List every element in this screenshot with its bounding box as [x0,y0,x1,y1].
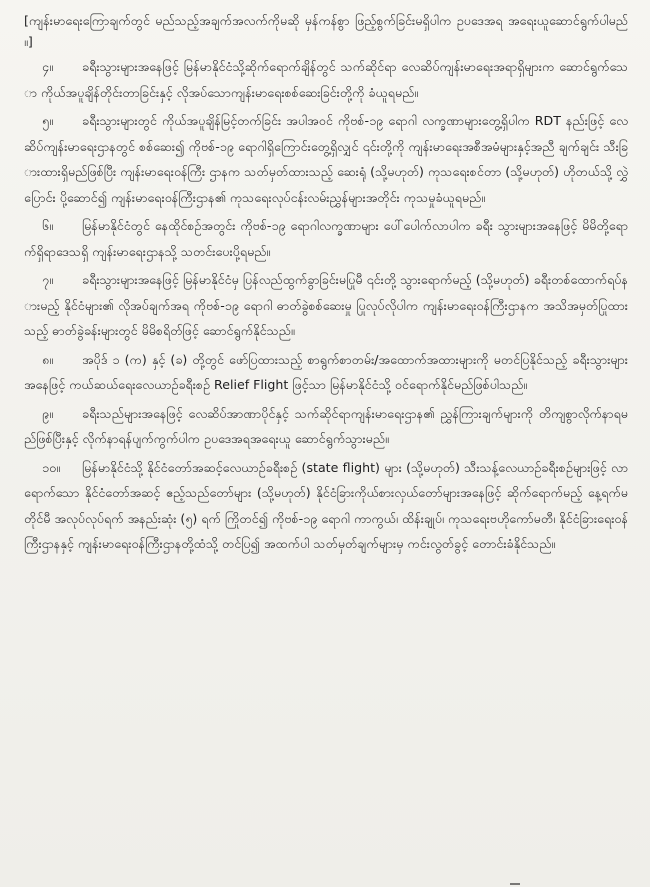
paragraph-number: ၉။ [42,405,53,421]
paragraph-text: အပိုဒ် ၁ (က) နှင့် (ခ) တို့တွင် ဖော်ပြထားသည့် စာရွက်စာတမ်း/အထောက်အထားများကို မတင်ပြနိုင်သည့် ခရီးသွားများအနေဖြင့် ကယ်ဆယ်ရေးလေယာဉ်ခရီးစဉ် Relief Flight ဖြင့်သာ မြန်မာနိုင်ငံသို့ ဝင်ရောက်နိုင်မည်ဖြစ်ပါသည်။ [24,351,628,392]
paragraph-6 [24,213,628,264]
paragraph-5 [24,108,628,210]
paragraph-text: ခရီးသွားများအနေဖြင့် မြန်မာနိုင်ငံမှ ပြန်လည်ထွက်ခွာခြင်းမပြုမီ ၎င်းတို့ သွားရောက်မည့် (သို့မဟုတ်) ခရီးတစ်ထောက်ရပ်နားမည့် နိုင်ငံများ၏ လိုအပ်ချက်အရ ကိုဗစ်-၁၉ ရောဂါ ဓာတ်ခွဲစစ်ဆေးမှု ပြုလုပ်လိုပါက ကျန်းမာရေးဝန်ကြီးဌာနက အသိအမှတ်ပြုထားသည့် ဓာတ်ခွဲခန်းများတွင် မိမိစရိတ်ဖြင့် ဆောင်ရွက်နိုင်သည်။ [24,272,628,338]
paragraph-text: ခရီးသွားများအနေဖြင့် မြန်မာနိုင်ငံသို့ဆိုက်ရောက်ချိန်တွင် သက်ဆိုင်ရာ လေဆိပ်ကျန်းမာရေးအရာရှိများက ဆောင်ရွက်သော ကိုယ်အပူချိန်တိုင်းတာခြင်းနှင့် လိုအပ်သောကျန်းမာရေးစစ်ဆေးခြင်းတို့ကို ခံယူရမည်။ [24,59,628,100]
paragraph-text: ခရီးသည်များအနေဖြင့် လေဆိပ်အာဏာပိုင်နှင့် သက်ဆိုင်ရာကျန်းမာရေးဌာန၏ ညွှန်ကြားချက်များကို တိကျစွာလိုက်နာရမည်ဖြစ်ပြီးနှင့် လိုက်နာရန်ပျက်ကွက်ပါက ဥပဒေအရအရေးယူ ဆောင်ရွက်သွားမည်။ [24,405,628,446]
paragraph-text: ခရီးသွားများတွင် ကိုယ်အပူချိန်မြင့်တက်ခြင်း အပါအဝင် ကိုဗစ်-၁၉ ရောဂါ လက္ခဏာများတွေ့ရှိပါက RDT နည်းဖြင့် လေဆိပ်ကျန်းမာရေးဌာနတွင် စစ်ဆေး၍ ကိုဗစ်-၁၉ ရောဂါရှိကြောင်းတွေ့ရှိလျှင် ၎င်းတို့ကို ကျန်းမာရေးအစီအမံများနှင့်အညီ ချက်ချင်း သီးခြားထားရှိမည်ဖြစ်ပြီး ကျန်းမာရေးဝန်ကြီး ဌာနက သတ်မှတ်ထားသည့် ဆေးရုံ (သို့မဟုတ်) ကုသရေးစင်တာ (သို့မဟုတ်) ဟိုတယ်သို့ လွှဲပြောင်း ပို့ဆောင်၍ ကျန်းမာရေးဝန်ကြီးဌာန၏ ကုသရေးလုပ်ငန်းလမ်းညွှန်များအတိုင်း ကုသမှုခံယူရမည်။ [24,113,628,205]
paragraph-text: မြန်မာနိုင်ငံသို့ နိုင်ငံတော်အဆင့်လေယာဉ်ခရီးစဉ် (state flight) များ (သို့မဟုတ်) သီးသန့်လေယာဉ်ခရီးစဉ်များဖြင့် လာရောက်သော နိုင်ငံတော်အဆင့် ဧည့်သည်တော်များ (သို့မဟုတ်) နိုင်ငံခြားကိုယ်စားလှယ်တော်များအနေဖြင့် ဆိုက်ရောက်မည့် နေ့ရက်မတိုင်မီ အလုပ်လုပ်ရက် အနည်းဆုံး (၅) ရက် ကြိုတင်၍ ကိုဗစ်-၁၉ ရောဂါ ကာကွယ်၊ ထိန်းချုပ်၊ ကုသရေးဗဟိုကော်မတီ၊ နိုင်ငံခြားရေးဝန်ကြီးဌာနနှင့် ကျန်းမာရေးဝန်ကြီးဌာနတို့ထံသို့ တင်ပြ၍ အထက်ပါ သတ်မှတ်ချက်များမှ ကင်းလွတ်ခွင့် တောင်းခံနိုင်သည်။ [24,459,628,551]
paragraph-number: ၁၀။ [42,459,60,475]
paragraph-number: ၆။ [42,218,53,233]
paragraph-7 [24,267,628,344]
paragraph-4 [24,54,628,105]
paragraph-number: ၈။ [42,351,54,367]
paragraph-number: ၄။ [42,59,53,74]
header-note: [ကျန်းမာရေးကြောချက်တွင် မည်သည့်အချက်အလက်ကိုမဆို မှန်ကန်စွာ ဖြည့်စွက်ခြင်းမရှိပါက ဥပဒေအရ အရေးယူဆောင်ရွက်ပါမည်။] [24,13,628,49]
paragraph-number: ၅။ [42,113,53,128]
paragraph-8 [24,347,628,398]
paragraph-number: ၇။ [42,272,53,287]
paragraph-text: မြန်မာနိုင်ငံတွင် နေထိုင်စဉ်အတွင်း ကိုဗစ်-၁၉ ရောဂါလက္ခဏာများ ပေါ်ပေါက်လာပါက ခရီး သွားများအနေဖြင့် မိမိတို့ရောက်ရှိရာဒေသရှိ ကျန်းမာရေးဌာနသို့ သတင်းပေးပို့ရမည်။ [24,218,628,259]
paragraph-10 [24,455,628,557]
scan-mark [510,883,520,885]
paragraph-9 [24,401,628,452]
